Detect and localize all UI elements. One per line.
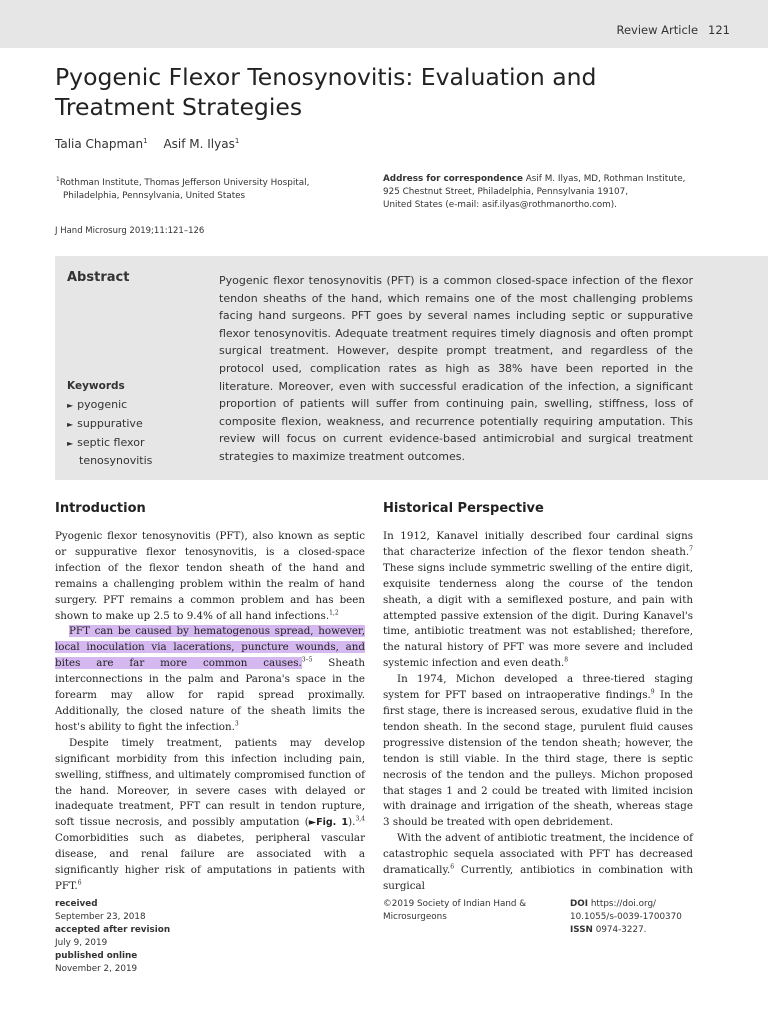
author-name: Asif M. Ilyas [163, 137, 235, 151]
copyright-line: ©2019 Society of Indian Hand & [383, 899, 527, 909]
paragraph-text: Comorbidities such as diabetes, peripheral vascular disease, and renal failure are associated with a significantly higher risk of amputations in patients with PFT. [55, 832, 365, 892]
paragraph-text: In 1912, Kanavel initially described four cardinal signs that characterize infection of the flexor tendon sheath. [383, 530, 693, 558]
arrow-icon: ► [67, 401, 74, 410]
paragraph [383, 672, 693, 831]
reference-marker: 3–5 [301, 656, 313, 664]
article-title: Pyogenic Flexor Tenosynovitis: Evaluation and Treatment Strategies [55, 63, 597, 121]
keyword-text: pyogenic [77, 398, 128, 411]
running-header [616, 23, 730, 37]
keyword-item [67, 415, 152, 434]
page-number: 121 [708, 23, 730, 37]
paragraph [383, 831, 693, 895]
author-affil-ref: 1 [234, 137, 240, 145]
issn-value: 0974-3227. [595, 925, 647, 935]
affiliation-line: Philadelphia, Pennsylvania, United States [63, 190, 246, 201]
reference-marker: 6 [77, 879, 82, 887]
paragraph-text: In the first stage, there is increased serous, exudative fluid in the tendon sheath. In the second stage, purulent fluid causes progressive distension of the tendon sheath; however, the tendon is still viable. In the third stage, there is septic necrosis of the tendon and the pulleys. Michon proposed that stages 1 and 2 could be treated with limited incision with drainage and irrigation of the sheath, whereas stage 3 should be treated with open debridement. [383, 689, 693, 829]
abstract-text: Pyogenic flexor tenosynovitis (PFT) is a common closed-space infection of the flexor tendon sheaths of the hand, which remains one of the most challenging problems facing hand surgeons. PFT goes by several names including septic or suppurative flexor tenosynovitis. Adequate treatment requires timely diagnosis and often prompt surgical treatment. However, despite prompt treatment, and regardless of the protocol used, complication rates as high as 38% have been reported in the literature. Moreover, even with successful eradication of the infection, a significant proportion of patients will suffer from continuing pain, swelling, stiffness, loss of composite flexion, weakness, and recurrence potentially requiring amputation. This review will focus on current evidence-based antimicrobial and surgical treatment strategies to maximize treatment outcomes. [219, 274, 693, 463]
correspondence-label: Address for correspondence [383, 174, 523, 184]
doi-link[interactable]: 10.1055/s-0039-1700370 [570, 912, 682, 922]
paragraph-text: Currently, antibiotics in combination with surgical [383, 864, 693, 892]
received-date: September 23, 2018 [55, 912, 146, 922]
paragraph-text: With the advent of antibiotic treatment, the incidence of catastrophic sequela associated with PFT has decreased dramatically. [383, 832, 693, 877]
keyword-list [67, 396, 152, 470]
online-label: published online [55, 951, 138, 961]
affiliation-number: 1 [56, 176, 60, 183]
correspondence-line: Asif M. Ilyas, MD, Rothman Institute, [525, 174, 686, 184]
abstract-panel [55, 256, 768, 480]
abstract-heading: Abstract [67, 270, 130, 285]
revision-date: July 9, 2019 [55, 938, 108, 948]
historical-heading: Historical Perspective [383, 501, 544, 516]
highlighted-text: PFT can be caused by hematogenous spread, however, local inoculation via lacerations, puncture wounds, and bites are far more common causes. [55, 625, 365, 670]
reference-marker: 3,4 [355, 815, 365, 823]
issn-label: ISSN [570, 925, 593, 935]
reference-marker: 1,2 [329, 609, 339, 617]
paragraph [55, 624, 365, 735]
arrow-icon: ► [67, 419, 74, 429]
arrow-icon: ► [67, 438, 74, 448]
reference-marker: 3 [234, 720, 239, 728]
paragraph-text: Despite timely treatment, patients may develop significant morbidity from this infection including pain, swelling, stiffness, and ultimately compromised function of the hand. Moreover, in severe cases with delayed or inadequate treatment, PFT can result in tendon rupture, soft tissue necrosis, and possibly amputation ( [55, 736, 365, 829]
doi-link[interactable]: https://doi.org/ [590, 899, 656, 909]
author-affil-ref: 1 [143, 137, 148, 145]
paragraph-text: Pyogenic flexor tenosynovitis (PFT), also known as septic or suppurative flexor tenosynovitis, is a closed-space infection of the flexor tendon sheath of the hand and remains a challenging problem within the realm of hand surgery. PFT remains a common problem and has been shown to make up 2.5 to 9.4% of all hand infections. [55, 530, 365, 622]
correspondence-line: United States (e-mail: asif.ilyas@rothmanortho.com). [383, 200, 617, 210]
reference-marker: 6 [450, 863, 455, 871]
keywords-heading: Keywords [67, 380, 125, 392]
paragraph-text: Sheath interconnections in the palm and Parona's space in the forearm may allow for rapid spread proximally. Additionally, the closed nature of the sheath limits the host's ability to fight the infection. [55, 657, 365, 733]
journal-citation: J Hand Microsurg 2019;11:121–126 [55, 226, 205, 236]
figure-link[interactable]: ►Fig. 1 [308, 817, 349, 829]
paragraph-text: These signs include symmetric swelling of the entire digit, exquisite tenderness along the course of the tendon sheath, a digit with a semiflexed posture, and pain with attempted passive extension of the digit. During Kanavel's time, antibiotic treatment was not established; therefore, the natural history of PFT was more severe and included systemic infection and even death. [383, 561, 693, 670]
keyword-text: suppurative [77, 416, 143, 430]
copyright [383, 898, 553, 924]
paragraph-text: In 1974, Michon developed a three-tiered staging system for PFT based on intraoperative findings. [383, 673, 693, 702]
keyword-text: septic flexor [77, 435, 145, 449]
reference-marker: 8 [564, 656, 569, 664]
paragraph [383, 529, 693, 672]
copyright-line: Microsurgeons [383, 912, 447, 922]
historical-column [383, 500, 693, 895]
introduction-heading: Introduction [55, 501, 146, 516]
paragraph [55, 736, 365, 895]
paragraph [55, 529, 365, 624]
doi-block [570, 898, 740, 937]
correspondence-line: 925 Chestnut Street, Philadelphia, Pennsylvania 19107, [383, 187, 629, 197]
revision-label: accepted after revision [55, 925, 171, 935]
keyword-item [67, 396, 152, 415]
reference-marker: 9 [650, 688, 655, 696]
keyword-item [67, 434, 152, 471]
received-label: received [55, 899, 98, 909]
paragraph-text: ). [348, 816, 356, 829]
affiliation [56, 173, 356, 203]
author-list [55, 137, 239, 151]
publication-dates [55, 898, 255, 976]
introduction-column [55, 500, 365, 895]
doi-label: DOI [570, 899, 589, 909]
correspondence [383, 173, 723, 212]
author-name: Talia Chapman [55, 137, 144, 151]
reference-marker: 7 [689, 545, 693, 553]
section-label: Review Article [616, 23, 699, 37]
keyword-text: tenosynovitis [79, 454, 153, 468]
online-date: November 2, 2019 [55, 964, 138, 974]
affiliation-line: Rothman Institute, Thomas Jefferson University Hospital, [59, 177, 310, 188]
